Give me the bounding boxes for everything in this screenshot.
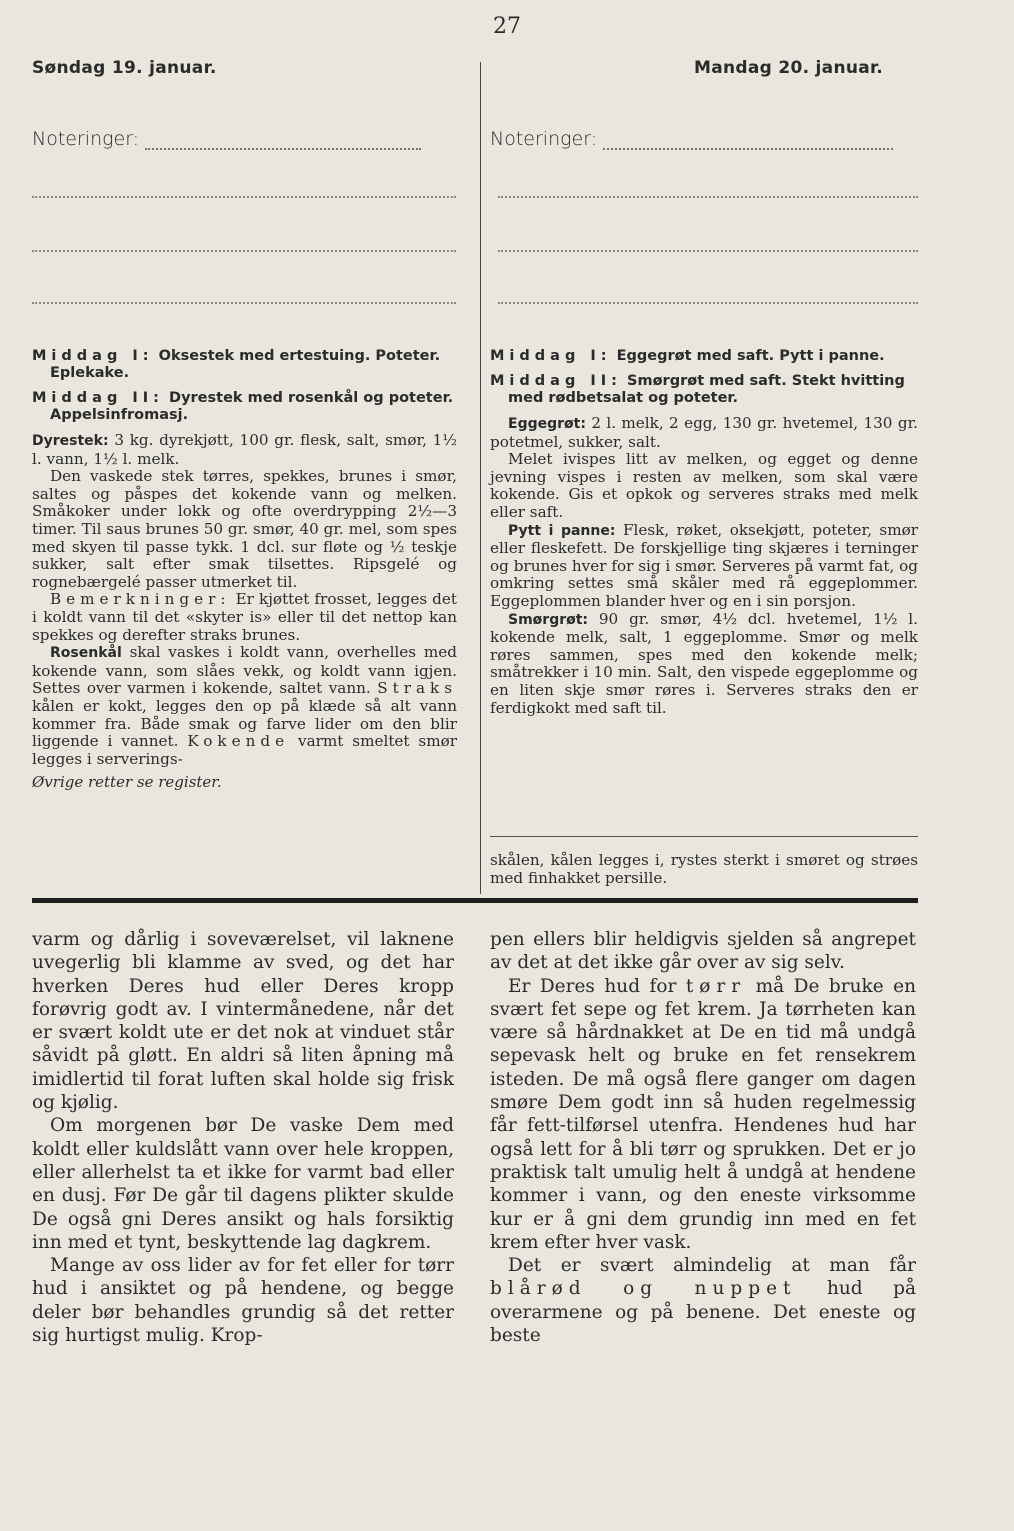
article-right-column (490, 928, 916, 1347)
right-menu-1: Middag I: Eggegrøt med saft. Pytt i panne. (490, 348, 885, 364)
continuation-rule (490, 836, 918, 837)
right-note-line-1 (498, 196, 918, 198)
left-note-line-1 (32, 196, 456, 198)
article-left-p3: Mange av oss lider av for fet eller for tørr hud i ansiktet og på hendene, og begge deler bør behandles grundig så det retter sig hurtigst mulig. Krop- (32, 1255, 454, 1347)
pytt-i-panne: Pytt i panne: Flesk, røket, oksekjøtt, poteter, smør eller fleskefett. De forskjellige ting skjæres i terninger og brunes hver for sig i smør. Serveres på varmt fat, og omkring settes små skåler med rå eggeplommer. Eggeplommen blander hver og en i sin porsjon. (490, 520, 919, 610)
column-divider (480, 62, 481, 894)
right-note-line-3 (498, 302, 918, 304)
footer-note: Øvrige retter se register. (32, 773, 222, 792)
remark: Bemerkninger: Er kjøttet frosset, legges det i koldt vann til det «skyter is» eller til det nettop kan spekkes og derefter straks brunes. (32, 590, 457, 644)
article-right-p1: pen ellers blir heldigvis sjelden så angrepet av det at det ikke går over av sig selv. (490, 929, 916, 974)
article-left-column (32, 928, 454, 1347)
article-right-p3: Det er svært almindelig at man får blårød og nuppet hud på overarmene og på benene. Det eneste og beste (490, 1255, 916, 1347)
page-number: 27 (493, 14, 521, 39)
smorgrot: Smørgrøt: 90 gr. smør, 4½ dcl. hvetemel, 1½ l. kokende melk, salt, 1 eggeplomme. Smør og melk røres sammen, spes med den kokende melk; småtrekker i 10 min. Salt, den vispede eggeplomme og en liten skje smør røres i. Serveres straks den er ferdigkokt med saft til. (490, 609, 918, 717)
left-note-line-2 (32, 250, 456, 252)
article-right-p2: Er Deres hud for tørr må De bruke en svært fet sepe og fet krem. Ja tørrheten kan være så hårdnakket at De en tid må undgå sepevask helt og bruke en fet rensekrem isteden. De må også flere ganger om dagen smøre Dem godt inn så huden regelmessig får fett-tilførsel utenfra. Hendenes hud har også lett for å bli tørr og sprukken. Det er jo praktisk talt umulig helt å undgå at hendene kommer i vann, og den eneste virksomme kur er å gni dem grundig inn med en fet krem efter hver vask. (490, 975, 916, 1253)
left-menu-1: Middag I: Oksestek med ertestuing. Poteter. Eplekake. (32, 348, 441, 381)
right-note-line-2 (498, 250, 918, 252)
right-notes (490, 128, 893, 150)
article-left-p1: varm og dårlig i soveværelset, vil laknene uvegerlig bli klamme av sved, og det har hverken Deres hud eller Deres kropp forøvrig godt av. I vintermånedene, når det er svært koldt ute er det nok at vinduet står såvidt på gløtt. En aldri så liten åpning må imidlertid til forat luften skal holde sig frisk og kjølig. (32, 929, 454, 1114)
eggegrot-ingredients: Eggegrøt: 2 l. melk, 2 egg, 130 gr. hvetemel, 130 gr. potetmel, sukker, salt. (490, 414, 918, 451)
left-recipes (32, 348, 457, 792)
right-recipes (490, 348, 918, 717)
article-left-p2: Om morgenen bør De vaske Dem med koldt eller kuldslått vann over hele kroppen, eller allerhelst ta et ikke for varmt bad eller en dusj. Før De går til dagens plikter skulde De også gni Deres ansikt og hals forsiktig inn med et tynt, beskyttende lag dagkrem. (32, 1115, 454, 1253)
right-menu-2: Middag II: Smørgrøt med saft. Stekt hvitting med rødbetsalat og poteter. (490, 373, 905, 406)
left-menu-2: Middag II: Dyrestek med rosenkål og poteter. Appelsinfromasj. (32, 390, 454, 423)
dyrestek-ingredients: Dyrestek: 3 kg. dyrekjøtt, 100 gr. flesk, salt, smør, 1½ l. vann, 1½ l. melk. (32, 431, 458, 468)
section-rule (32, 898, 918, 903)
right-notes-dots (603, 134, 893, 150)
left-note-line-3 (32, 302, 456, 304)
eggegrot-method: Melet ivispes litt av melken, og egget og denne jevning vispes i resten av melken, som skal være kokende. Gis et opkok og serveres straks med melk eller saft. (490, 450, 918, 521)
rosenkaal-text: Rosenkål skal vaskes i koldt vann, overhelles med kokende vann, som slåes vekk, og koldt vann igjen. Settes over varmen i kokende, saltet vann. Straks kålen er kokt, legges den op på klæde så alt vann kommer fra. Både smak og farve lider om den blir liggende i vannet. Kokende varmt smeltet smør legges i serverings- (32, 643, 458, 768)
left-notes-dots (145, 134, 421, 150)
rosenkaal-continuation: skålen, kålen legges i, rystes sterkt i smøret og strøes med finhakket persille. (490, 851, 918, 887)
left-day-heading: Søndag 19. januar. (32, 58, 217, 78)
dyrestek-method: Den vaskede stek tørres, spekkes, brunes i smør, saltes og påspes det kokende vann og melken. Småkoker under lokk og ofte overdrypping 2½—3 timer. Til saus brunes 50 gr. smør, 40 gr. mel, som spes med skyen til passe tykk. 1 dcl. sur fløte og ½ teskje sukker, salt efter smak tilsettes. Ripsgelé og rognebærgelé passer utmerket til. (32, 467, 457, 591)
left-notes (32, 128, 421, 150)
left-notes-label: Noteringer: (32, 128, 140, 150)
right-day-heading: Mandag 20. januar. (694, 58, 884, 78)
right-notes-label: Noteringer: (490, 128, 598, 150)
